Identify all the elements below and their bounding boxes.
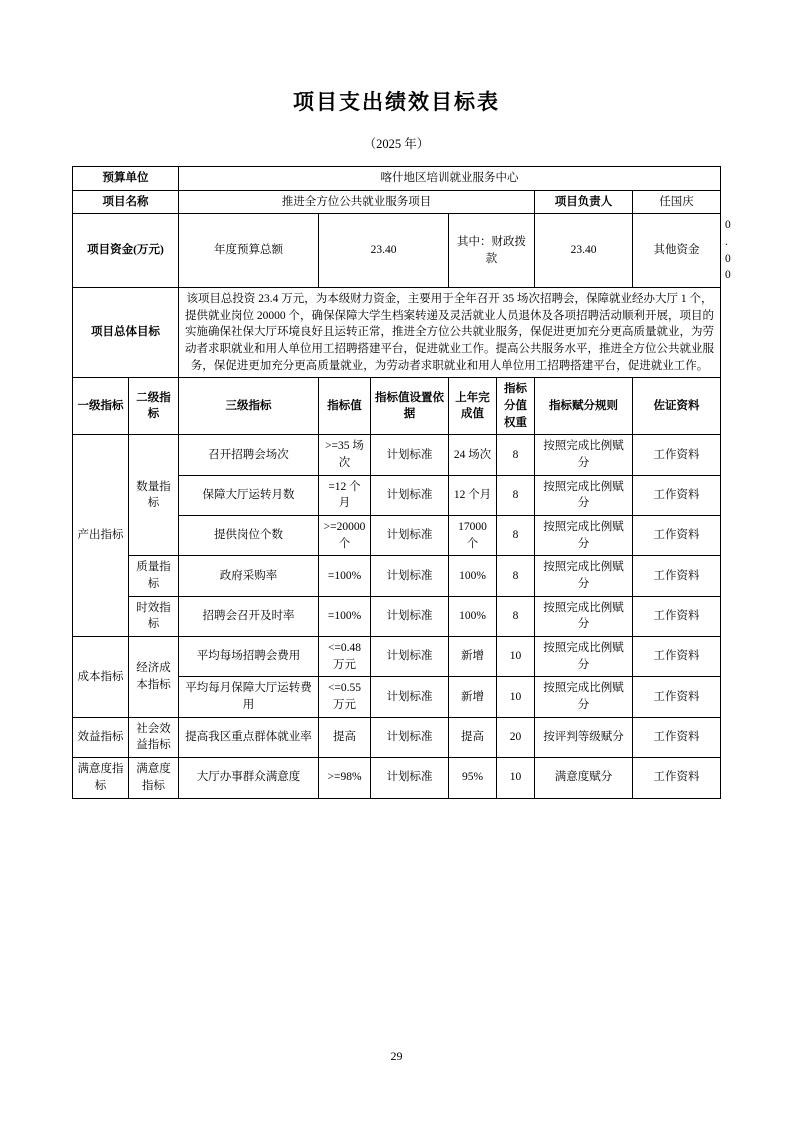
- fiscal-appropriation-value: 23.40: [535, 214, 633, 288]
- last-year-value: 100%: [449, 596, 497, 636]
- header-weight: 指标分值权重: [497, 378, 535, 435]
- indicator-value: =12 个月: [319, 475, 371, 515]
- indicator-weight: 8: [497, 516, 535, 556]
- evidence-material: 工作资料: [633, 556, 721, 596]
- last-year-value: 95%: [449, 758, 497, 798]
- level3-label: 召开招聘会场次: [179, 435, 319, 475]
- level2-label-quantity: 数量指标: [129, 435, 179, 556]
- table-row-project-funds: 项目资金(万元) 年度预算总额 23.40 其中：财政拨款 23.40 其他资金 0.00: [73, 214, 721, 288]
- project-name-value: 推进全方位公共就业服务项目: [179, 190, 535, 214]
- last-year-value: 提高: [449, 717, 497, 757]
- indicator-value: <=0.48 万元: [319, 637, 371, 677]
- indicator-weight: 10: [497, 677, 535, 717]
- evidence-material: 工作资料: [633, 435, 721, 475]
- scoring-rule: 按照完成比例赋分: [535, 677, 633, 717]
- indicator-value: >=20000 个: [319, 516, 371, 556]
- indicator-value: >=98%: [319, 758, 371, 798]
- indicator-weight: 8: [497, 556, 535, 596]
- indicator-value: <=0.55 万元: [319, 677, 371, 717]
- indicator-value: =100%: [319, 596, 371, 636]
- level3-label: 提供岗位个数: [179, 516, 319, 556]
- level3-label: 大厅办事群众满意度: [179, 758, 319, 798]
- indicator-value: >=35 场次: [319, 435, 371, 475]
- level3-label: 平均每场招聘会费用: [179, 637, 319, 677]
- indicator-basis: 计划标准: [371, 717, 449, 757]
- table-row: [73, 435, 721, 475]
- indicator-value: =100%: [319, 556, 371, 596]
- indicator-basis: 计划标准: [371, 758, 449, 798]
- level3-label: 保障大厅运转月数: [179, 475, 319, 515]
- evidence-material: 工作资料: [633, 596, 721, 636]
- indicator-weight: 8: [497, 435, 535, 475]
- project-owner-value: 任国庆: [633, 190, 721, 214]
- overall-target-label: 项目总体目标: [73, 288, 179, 378]
- scoring-rule: 按照完成比例赋分: [535, 637, 633, 677]
- scoring-rule: 按评判等级赋分: [535, 717, 633, 757]
- table-row: [73, 556, 721, 596]
- level2-label-social-benefit: 社会效益指标: [129, 717, 179, 757]
- budget-unit-value: 喀什地区培训就业服务中心: [179, 167, 721, 191]
- last-year-value: 新增: [449, 637, 497, 677]
- header-level1: 一级指标: [73, 378, 129, 435]
- header-last-year: 上年完成值: [449, 378, 497, 435]
- indicator-value: 提高: [319, 717, 371, 757]
- scoring-rule: 按照完成比例赋分: [535, 596, 633, 636]
- level2-label-satisfaction: 满意度指标: [129, 758, 179, 798]
- level1-label-cost: 成本指标: [73, 637, 129, 718]
- indicator-basis: 计划标准: [371, 556, 449, 596]
- table-row: [73, 596, 721, 636]
- level2-label-quality: 质量指标: [129, 556, 179, 596]
- evidence-material: 工作资料: [633, 516, 721, 556]
- header-evidence: 佐证资料: [633, 378, 721, 435]
- page-subtitle: （2025 年）: [363, 137, 430, 151]
- level2-label-economic-cost: 经济成本指标: [129, 637, 179, 718]
- scoring-rule: 按照完成比例赋分: [535, 516, 633, 556]
- last-year-value: 100%: [449, 556, 497, 596]
- table-row-project-name: [73, 190, 721, 214]
- indicator-weight: 20: [497, 717, 535, 757]
- level1-label-benefit: 效益指标: [73, 717, 129, 757]
- header-rule: 指标赋分规则: [535, 378, 633, 435]
- header-level2: 二级指标: [129, 378, 179, 435]
- evidence-material: 工作资料: [633, 677, 721, 717]
- table-row-budget-unit: [73, 167, 721, 191]
- evidence-material: 工作资料: [633, 475, 721, 515]
- project-funds-label: 项目资金(万元): [73, 214, 179, 288]
- table-row: [73, 758, 721, 798]
- level1-label-satisfaction: 满意度指标: [73, 758, 129, 798]
- last-year-value: 24 场次: [449, 435, 497, 475]
- table-row-overall-target: [73, 288, 721, 378]
- annual-budget-label: 年度预算总额: [179, 214, 319, 288]
- page-title: 项目支出绩效目标表: [293, 90, 500, 114]
- indicator-basis: 计划标准: [371, 435, 449, 475]
- level3-label: 提高我区重点群体就业率: [179, 717, 319, 757]
- level3-label: 政府采购率: [179, 556, 319, 596]
- indicator-basis: 计划标准: [371, 637, 449, 677]
- indicator-weight: 8: [497, 475, 535, 515]
- indicator-basis: 计划标准: [371, 475, 449, 515]
- header-basis: 指标值设置依据: [371, 378, 449, 435]
- performance-target-table: [72, 166, 731, 799]
- header-level3: 三级指标: [179, 378, 319, 435]
- last-year-value: 12 个月: [449, 475, 497, 515]
- other-funds-label: 其他资金: [633, 214, 721, 288]
- last-year-value: 新增: [449, 677, 497, 717]
- evidence-material: 工作资料: [633, 717, 721, 757]
- indicator-basis: 计划标准: [371, 596, 449, 636]
- evidence-material: 工作资料: [633, 758, 721, 798]
- project-name-label: 项目名称: [73, 190, 179, 214]
- indicator-weight: 10: [497, 637, 535, 677]
- level1-label-output: 产出指标: [73, 435, 129, 637]
- header-indicator-value: 指标值: [319, 378, 371, 435]
- scoring-rule: 满意度赋分: [535, 758, 633, 798]
- fiscal-appropriation-label: 其中：财政拨款: [449, 214, 535, 288]
- indicator-basis: 计划标准: [371, 677, 449, 717]
- annual-budget-value: 23.40: [319, 214, 449, 288]
- indicator-weight: 8: [497, 596, 535, 636]
- scoring-rule: 按照完成比例赋分: [535, 475, 633, 515]
- indicator-weight: 10: [497, 758, 535, 798]
- indicator-basis: 计划标准: [371, 516, 449, 556]
- evidence-material: 工作资料: [633, 637, 721, 677]
- last-year-value: 17000 个: [449, 516, 497, 556]
- project-owner-label: 项目负责人: [535, 190, 633, 214]
- table-row: [73, 717, 721, 757]
- table-row: [73, 637, 721, 677]
- page-number: 29: [390, 1049, 403, 1063]
- overall-target-text: 该项目总投资 23.4 万元，为本级财力资金，主要用于全年召开 35 场次招聘会，保障就业经办大厅 1 个，提供就业岗位 20000 个，确保保障大学生档案转递及灵活就业人员退休及各项招聘活动顺利开展，项目的实施确保社保大厅环境良好且运转正常，推进全方位公共就业服务，保促进更加充分更高质量就业，为劳动者求职就业和用人单位用工招聘搭建平台，促进就业工作。提高公共服务水平，推进全方位公共就业服务，保促进更加充分更高质量就业，为劳动者求职就业和用人单位用工招聘搭建平台，促进就业工作。: [179, 288, 721, 378]
- level2-label-timeliness: 时效指标: [129, 596, 179, 636]
- scoring-rule: 按照完成比例赋分: [535, 556, 633, 596]
- level3-label: 平均每月保障大厅运转费用: [179, 677, 319, 717]
- scoring-rule: 按照完成比例赋分: [535, 435, 633, 475]
- level3-label: 招聘会召开及时率: [179, 596, 319, 636]
- budget-unit-label: 预算单位: [73, 167, 179, 191]
- table-header-row: [73, 378, 721, 435]
